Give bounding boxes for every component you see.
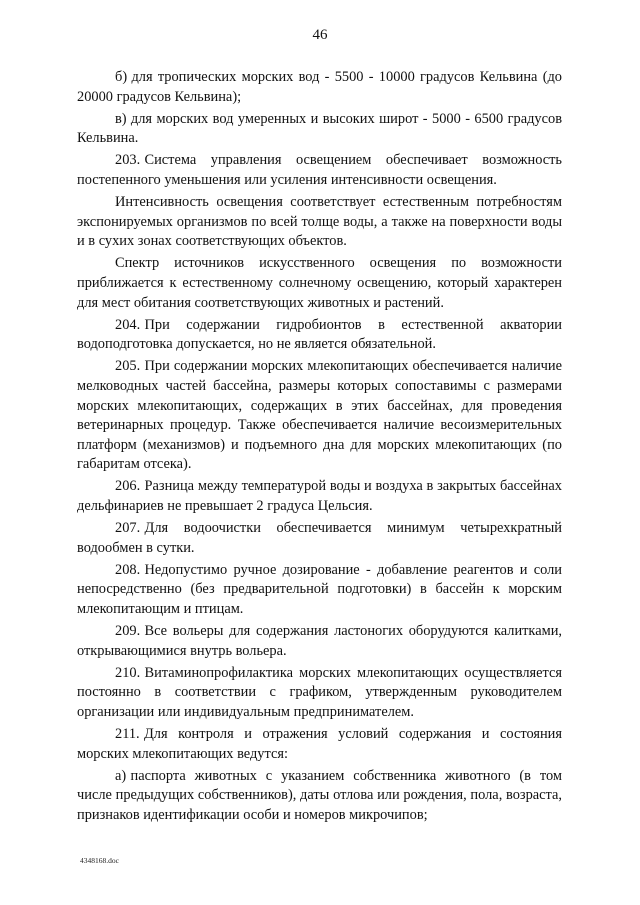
paragraph-text: Интенсивность освещения соответствует естественным потребностям экспонируемых организмов по всей толще воды, а также на поверхности воды и в сухих зонах соответствующих объектов. bbox=[77, 194, 562, 250]
paragraph-211 bbox=[77, 725, 562, 764]
paragraph-number: 209. bbox=[115, 623, 141, 640]
paragraph-208 bbox=[77, 561, 562, 620]
paragraph-text: При содержании морских млекопитающих обеспечивается наличие мелководных частей бассейна, размеры которых сопоставимы с размерами морских млекопитающих, содержащих в этих бассейнах, для проведения ветеринарных процедур. Также обеспечивается наличие весоизмерительных платформ (механизмов) и подъемного дна для морских млекопитающих (по габаритам отсека). bbox=[77, 358, 562, 473]
paragraph-number: а) bbox=[115, 767, 127, 784]
paragraph-text: паспорта животных с указанием собственника животного (в том числе предыдущих собственников), даты отлова или рождения, пола, возраста, признаков идентификации особи и номеров микрочипов; bbox=[77, 767, 562, 823]
paragraph-a bbox=[77, 767, 562, 826]
paragraph-number: б) bbox=[115, 69, 128, 85]
paragraph-number: 203. bbox=[115, 152, 141, 169]
paragraph-number: 206. bbox=[115, 478, 141, 495]
paragraph-number: 207. bbox=[115, 520, 141, 537]
paragraph-text: Система управления освещением обеспечивает возможность постепенного уменьшения или усиления интенсивности освещения. bbox=[77, 152, 562, 188]
paragraph-number: 210. bbox=[115, 664, 141, 681]
paragraph-number: 208. bbox=[115, 561, 141, 578]
file-name-footer: 4348168.doc bbox=[80, 856, 119, 865]
paragraph-210 bbox=[77, 664, 562, 723]
paragraph-text: Для водоочистки обеспечивается минимум четырехкратный водообмен в сутки. bbox=[77, 520, 562, 556]
paragraph-203 bbox=[77, 151, 562, 190]
paragraph-text: Недопустимо ручное дозирование - добавление реагентов и соли непосредственно (без предварительной подготовки) в бассейн к морским млекопитающим и птицам. bbox=[77, 561, 562, 617]
paragraph-text: При содержании гидробионтов в естественной акватории водоподготовка допускается, но не является обязательной. bbox=[77, 316, 562, 353]
paragraph-text: Для контроля и отражения условий содержания и состояния морских млекопитающих ведутся: bbox=[77, 726, 562, 762]
paragraph-text: Витаминопрофилактика морских млекопитающих осуществляется постоянно в соответствии с графиком, утвержденным руководителем организации или индивидуальным предпринимателем. bbox=[77, 664, 562, 720]
page-number: 46 bbox=[312, 27, 328, 43]
paragraph-text: Спектр источников искусственного освещения по возможности приближается к естественному солнечному освещению, который характерен для мест обитания соответствующих животных и растений. bbox=[77, 255, 562, 311]
paragraph-number: 205. bbox=[115, 358, 141, 375]
paragraph-205 bbox=[77, 357, 562, 475]
paragraph-206 bbox=[77, 477, 562, 516]
paragraph-text: Разница между температурой воды и воздуха в закрытых бассейнах дельфинариев не превышает 2 градуса Цельсия. bbox=[77, 478, 562, 514]
paragraph-204 bbox=[77, 316, 562, 355]
paragraph-number: 204. bbox=[115, 316, 141, 333]
paragraph-text: для морских вод умеренных и высоких широт - 5000 - 6500 градусов Кельвина. bbox=[77, 110, 562, 147]
paragraph-intensity bbox=[77, 193, 562, 252]
document-body bbox=[77, 68, 562, 828]
paragraph-number: в) bbox=[115, 110, 127, 127]
paragraph-text: для тропических морских вод - 5500 - 10000 градусов Кельвина (до 20000 градусов Кельвина); bbox=[77, 69, 562, 105]
paragraph-number: 211. bbox=[115, 726, 140, 742]
paragraph-spectrum bbox=[77, 254, 562, 313]
paragraph-209 bbox=[77, 622, 562, 661]
paragraph-b bbox=[77, 68, 562, 107]
paragraph-207 bbox=[77, 519, 562, 558]
paragraph-v bbox=[77, 110, 562, 149]
paragraph-text: Все вольеры для содержания ластоногих оборудуются калитками, открывающимися внутрь вольера. bbox=[77, 623, 562, 659]
